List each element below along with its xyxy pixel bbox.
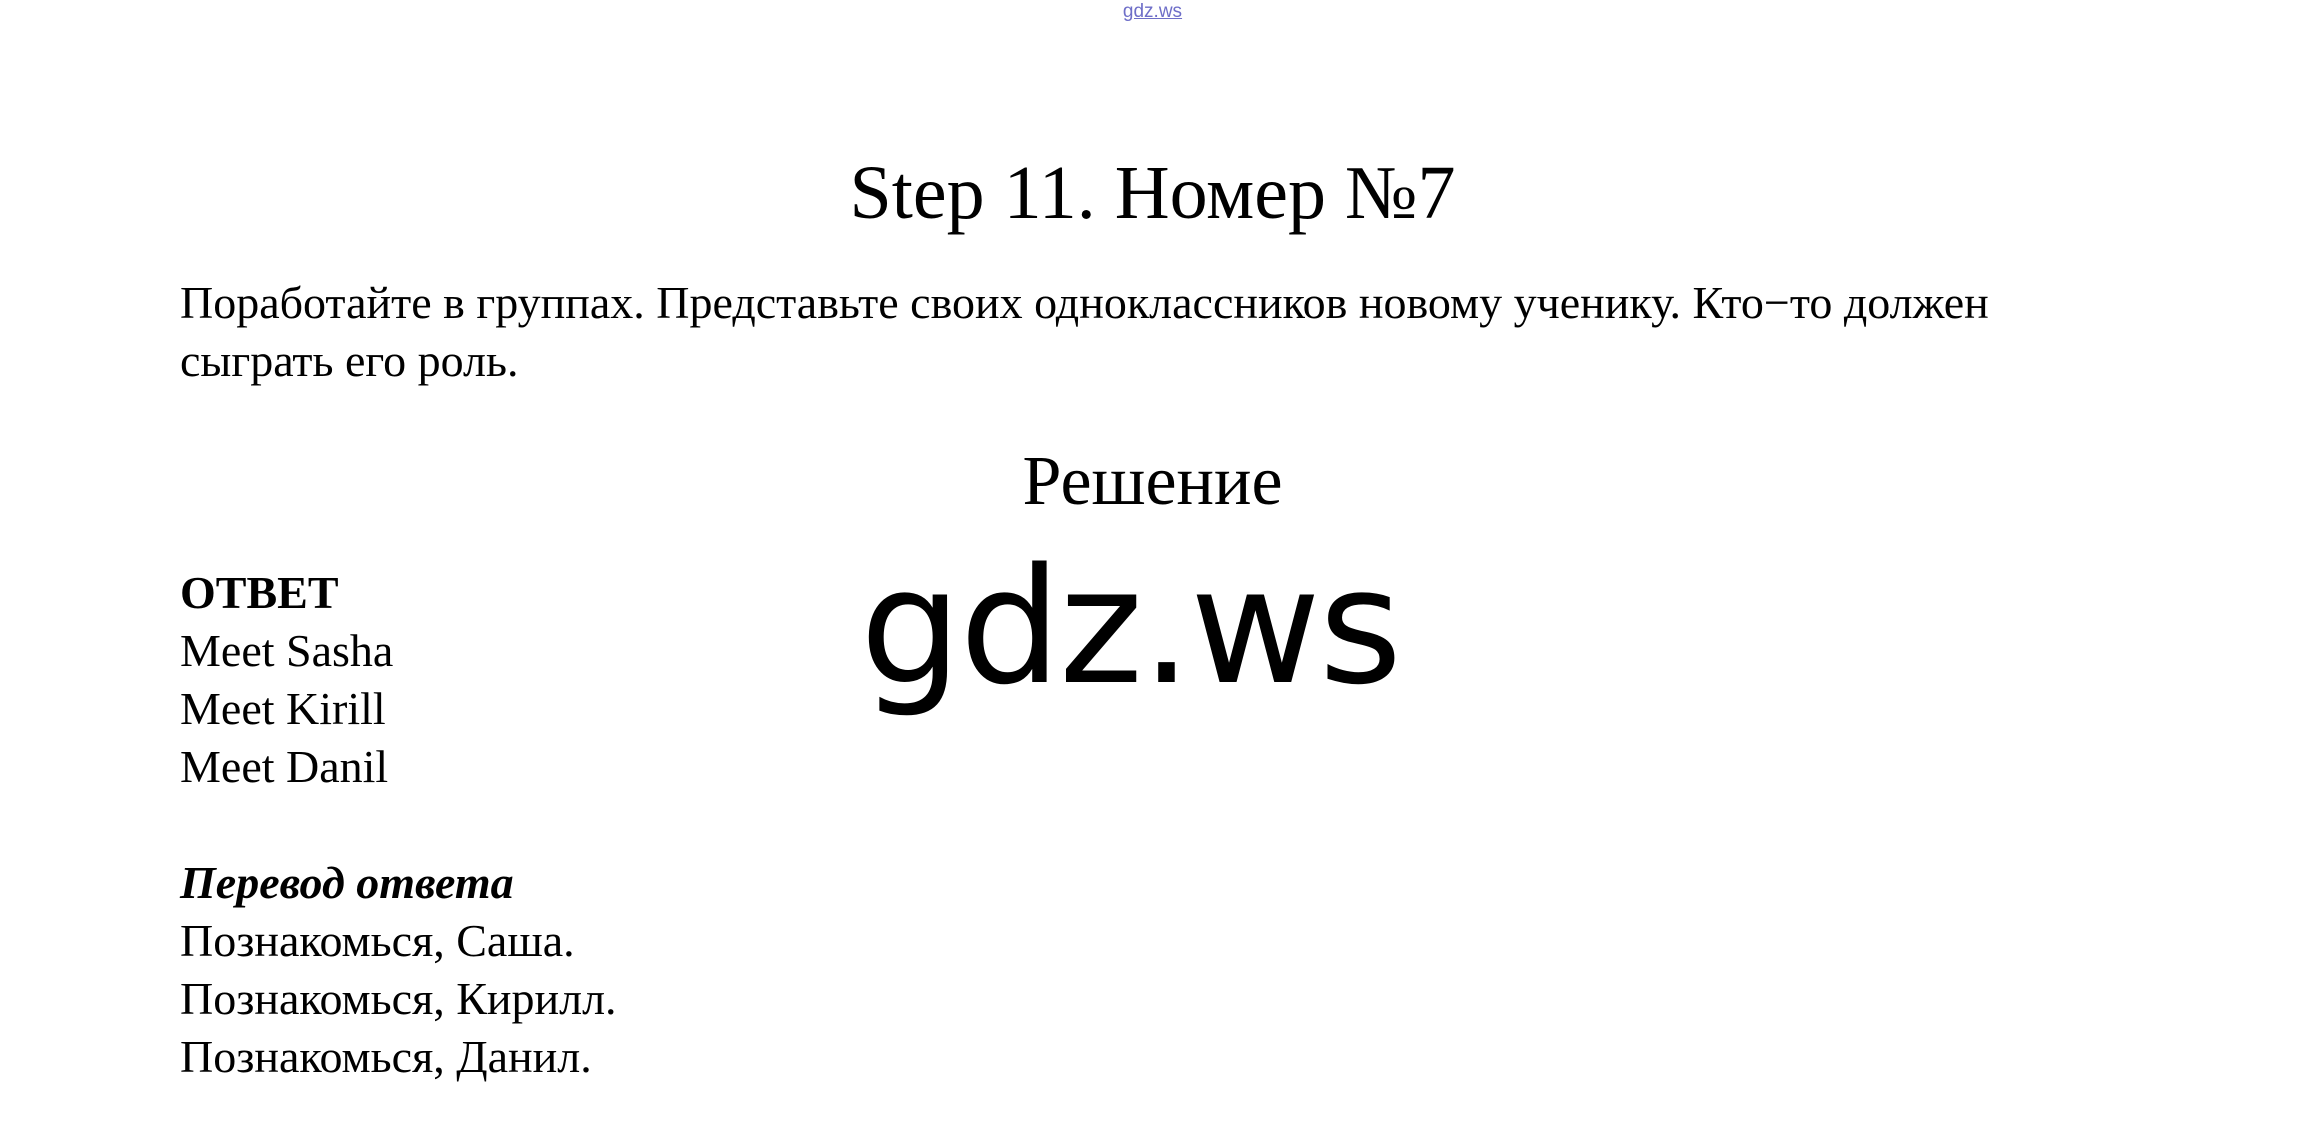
translation-line: Познакомься, Саша. (180, 915, 575, 966)
translation-line: Познакомься, Данил. (180, 1031, 592, 1082)
task-instructions: Поработайте в группах. Представьте своих одноклассников новому ученику. Кто−то должен сыграть его роль. (180, 277, 1989, 386)
answer-label: ОТВЕТ (180, 567, 339, 618)
solution-heading: Решение (1022, 443, 1283, 520)
answer-line: Meet Danil (180, 741, 389, 792)
answer-line: Meet Sasha (180, 625, 394, 676)
answer-line: Meet Kirill (180, 683, 386, 734)
site-link[interactable]: gdz.ws (1122, 1, 1183, 22)
translation-line: Познакомься, Кирилл. (180, 973, 617, 1024)
spacer (180, 796, 617, 854)
watermark-logo: gdz.ws (860, 533, 1401, 720)
page-title: Step 11. Номер №7 (849, 151, 1456, 235)
answer-block (180, 564, 617, 1086)
translation-label: Перевод ответа (180, 857, 514, 908)
